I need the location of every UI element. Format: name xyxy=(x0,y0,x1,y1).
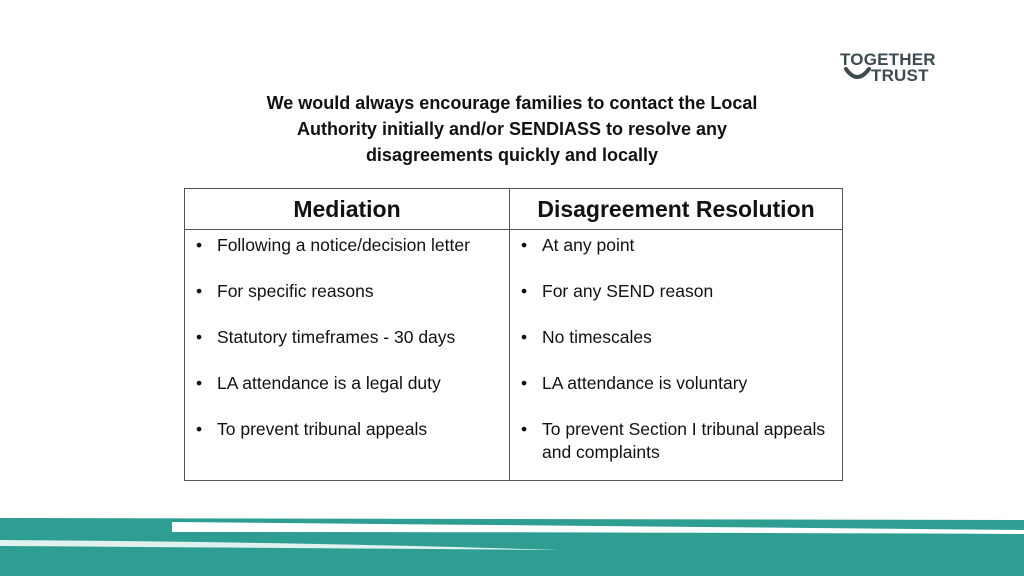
list-item xyxy=(510,418,842,464)
bullet-icon: • xyxy=(196,281,203,301)
list-item-text: Statutory timeframes - 30 days xyxy=(217,327,456,347)
decorative-banner xyxy=(0,510,1024,576)
list-item xyxy=(185,326,509,349)
bullet-icon: • xyxy=(196,235,203,255)
list-item-text: To prevent Section I tribunal appeals and complaints xyxy=(542,419,826,462)
mediation-list xyxy=(185,234,509,441)
list-item-text: To prevent tribunal appeals xyxy=(217,419,428,439)
heading-line: We would always encourage families to contact the Local xyxy=(266,93,758,113)
mediation-cell xyxy=(185,230,510,481)
logo-smile-icon xyxy=(843,65,873,85)
bullet-icon: • xyxy=(521,281,528,301)
bullet-icon: • xyxy=(521,327,528,347)
list-item xyxy=(185,372,509,395)
list-item xyxy=(510,280,842,303)
bullet-icon: • xyxy=(521,373,528,393)
disagreement-resolution-header: Disagreement Resolution xyxy=(510,189,843,230)
bullet-icon: • xyxy=(521,235,528,255)
intro-heading xyxy=(212,90,812,168)
list-item xyxy=(185,280,509,303)
disagreement-resolution-cell xyxy=(510,230,843,481)
together-trust-logo xyxy=(838,50,958,86)
logo-line-2: TRUST xyxy=(871,66,929,85)
list-item-text: No timescales xyxy=(542,327,652,347)
list-item-text: LA attendance is voluntary xyxy=(542,373,748,393)
mediation-header: Mediation xyxy=(185,189,510,230)
bullet-icon: • xyxy=(196,373,203,393)
list-item xyxy=(510,326,842,349)
disagreement-resolution-list xyxy=(510,234,842,464)
bullet-icon: • xyxy=(196,419,203,439)
list-item xyxy=(185,418,509,441)
table-header-row xyxy=(185,189,843,230)
table-row xyxy=(185,230,843,481)
list-item xyxy=(510,234,842,257)
heading-line: Authority initially and/or SENDIASS to resolve any xyxy=(296,119,728,139)
list-item-text: For specific reasons xyxy=(217,281,374,301)
list-item-text: For any SEND reason xyxy=(542,281,714,301)
bullet-icon: • xyxy=(196,327,203,347)
list-item-text: Following a notice/decision letter xyxy=(217,235,470,255)
comparison-table xyxy=(184,188,843,481)
bullet-icon: • xyxy=(521,419,528,439)
logo-line-1: TOGETHER xyxy=(840,50,936,69)
list-item-text: At any point xyxy=(542,235,635,255)
list-item xyxy=(185,234,509,257)
list-item xyxy=(510,372,842,395)
heading-line: disagreements quickly and locally xyxy=(365,145,659,165)
list-item-text: LA attendance is a legal duty xyxy=(217,373,441,393)
